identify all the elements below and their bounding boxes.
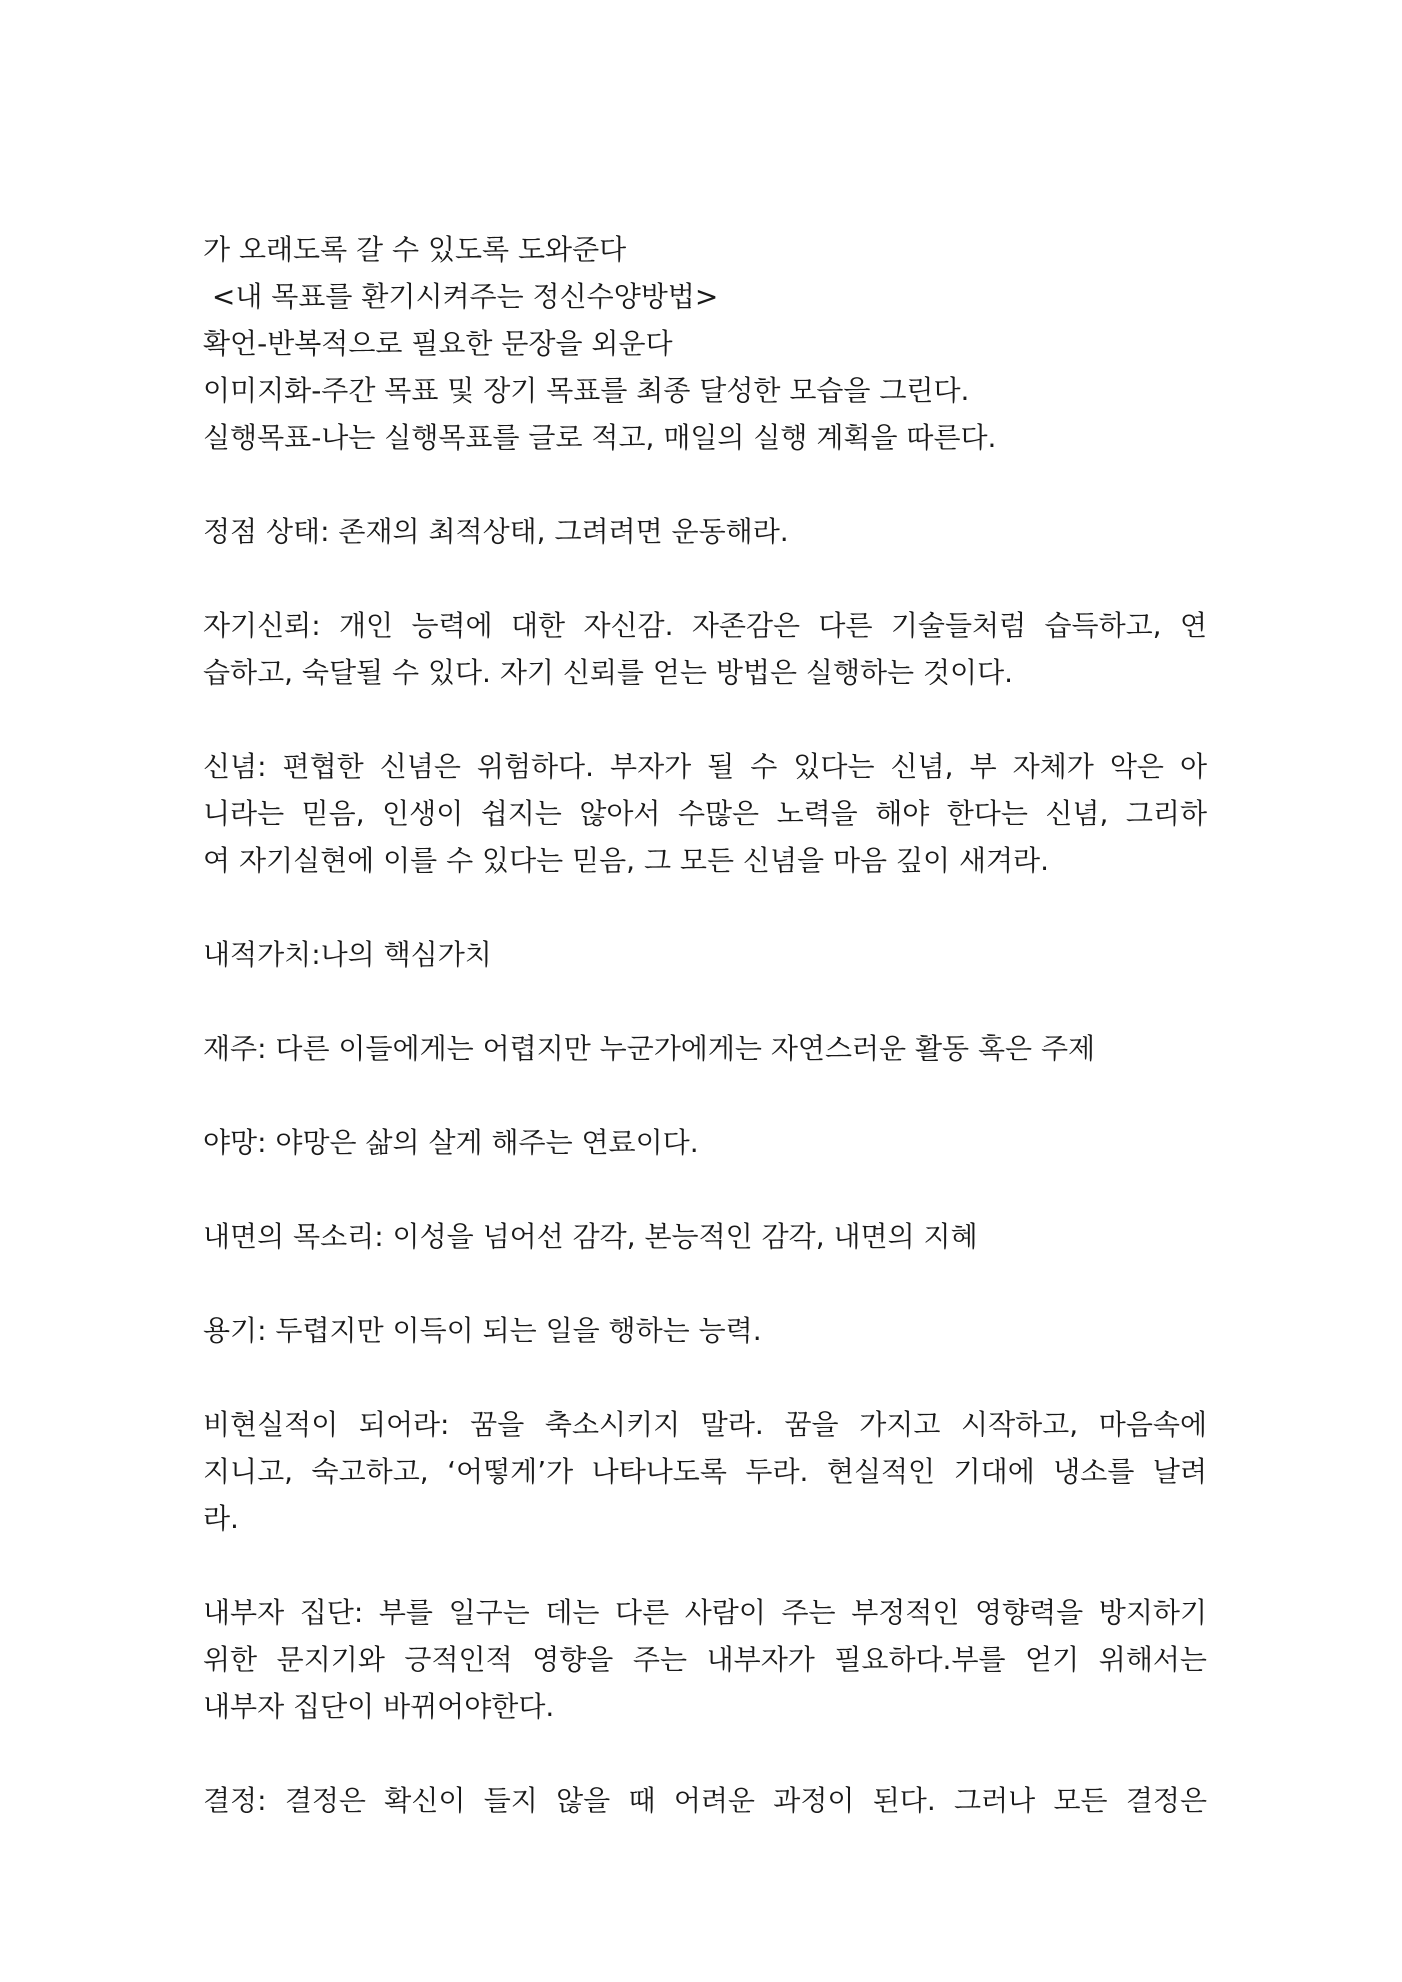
text-line: 결정: 결정은 확신이 들지 않을 때 어려운 과정이 된다. 그러나 모든 결정은 xyxy=(203,1784,1207,1817)
text-line: 라. xyxy=(203,1502,239,1535)
paragraph-inner-circle xyxy=(203,1589,1207,1730)
document-page xyxy=(203,226,1207,1871)
paragraph-inner-values xyxy=(203,931,1207,978)
paragraph-talent xyxy=(203,1025,1207,1072)
paragraph-peak-state xyxy=(203,508,1207,555)
paragraph-belief xyxy=(203,743,1207,884)
section-heading: <내 목표를 환기시켜주는 정신수양방법> xyxy=(203,280,719,313)
intro-block xyxy=(203,226,1207,461)
text-line: 비현실적이 되어라: 꿈을 축소시키지 말라. 꿈을 가지고 시작하고, 마음속에 xyxy=(203,1408,1207,1441)
text-line: 습하고, 숙달될 수 있다. 자기 신뢰를 얻는 방법은 실행하는 것이다. xyxy=(203,656,1014,689)
text-line: 확언-반복적으로 필요한 문장을 외운다 xyxy=(203,327,673,360)
text-line: 실행목표-나는 실행목표를 글로 적고, 매일의 실행 계획을 따른다. xyxy=(203,421,997,454)
text-line: 자기신뢰: 개인 능력에 대한 자신감. 자존감은 다른 기술들처럼 습득하고, 연 xyxy=(203,609,1207,642)
text-line: 야망: 야망은 삶의 살게 해주는 연료이다. xyxy=(203,1126,699,1159)
text-line: 가 오래도록 갈 수 있도록 도와준다 xyxy=(203,233,627,266)
text-line: 용기: 두렵지만 이득이 되는 일을 행하는 능력. xyxy=(203,1314,762,1347)
paragraph-decision xyxy=(203,1777,1207,1824)
paragraph-courage xyxy=(203,1307,1207,1354)
text-line: 여 자기실현에 이를 수 있다는 믿음, 그 모든 신념을 마음 깊이 새겨라. xyxy=(203,844,1050,877)
paragraph-ambition xyxy=(203,1119,1207,1166)
text-line: 내부자 집단: 부를 일구는 데는 다른 사람이 주는 부정적인 영향력을 방지하기 xyxy=(203,1596,1207,1629)
text-line: 재주: 다른 이들에게는 어렵지만 누군가에게는 자연스러운 활동 혹은 주제 xyxy=(203,1032,1096,1065)
text-line: 이미지화-주간 목표 및 장기 목표를 최종 달성한 모습을 그린다. xyxy=(203,374,970,407)
text-line: 위한 문지기와 긍적인적 영향을 주는 내부자가 필요하다.부를 얻기 위해서는 xyxy=(203,1643,1207,1676)
paragraph-self-confidence xyxy=(203,602,1207,696)
text-line: 내부자 집단이 바뀌어야한다. xyxy=(203,1690,555,1723)
paragraph-be-unrealistic xyxy=(203,1401,1207,1542)
text-line: 니라는 믿음, 인생이 쉽지는 않아서 수많은 노력을 해야 한다는 신념, 그리하 xyxy=(203,797,1207,830)
text-line: 정점 상태: 존재의 최적상태, 그려려면 운동해라. xyxy=(203,515,789,548)
text-line: 내면의 목소리: 이성을 넘어선 감각, 본능적인 감각, 내면의 지혜 xyxy=(203,1220,978,1253)
text-line: 신념: 편협한 신념은 위험하다. 부자가 될 수 있다는 신념, 부 자체가 악은 아 xyxy=(203,750,1207,783)
text-line: 지니고, 숙고하고, ‘어떻게’가 나타나도록 두라. 현실적인 기대에 냉소를 날려 xyxy=(203,1455,1207,1488)
paragraph-inner-voice xyxy=(203,1213,1207,1260)
text-line: 내적가치:나의 핵심가치 xyxy=(203,938,492,971)
